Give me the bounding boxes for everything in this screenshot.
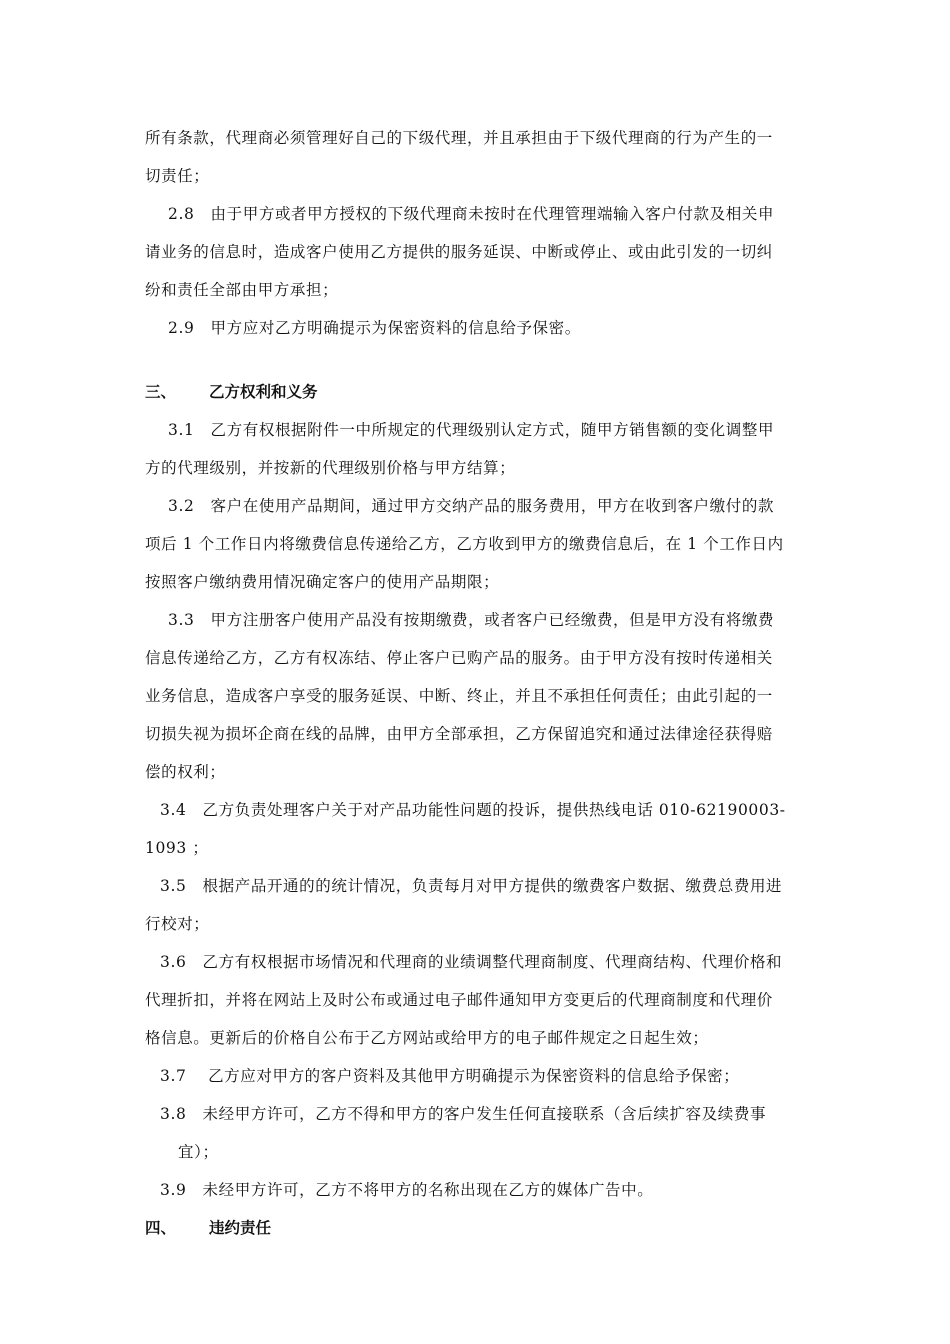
text-line: 方的代理级别，并按新的代理级别价格与甲方结算； (145, 459, 516, 477)
text-line: 3.7 乙方应对甲方的客户资料及其他甲方明确提示为保密资料的信息给予保密； (160, 1067, 740, 1085)
text-line: 2.9 甲方应对乙方明确提示为保密资料的信息给予保密。 (168, 319, 581, 337)
text-line: 3.4 乙方负责处理客户关于对产品功能性问题的投诉，提供热线电话 010-62190003- (160, 801, 786, 819)
text-line: 项后 1 个工作日内将缴费信息传递给乙方，乙方收到甲方的缴费信息后，在 1 个工作日内 (145, 535, 784, 553)
text-line: 按照客户缴纳费用情况确定客户的使用产品期限； (145, 573, 500, 591)
text-line: 宜）； (178, 1143, 219, 1161)
text-line: 信息传递给乙方，乙方有权冻结、停止客户已购产品的服务。由于甲方没有按时传递相关 (145, 649, 773, 667)
section-number: 四、 (145, 1219, 177, 1237)
section-heading-3 (145, 382, 318, 402)
text-line: 请业务的信息时，造成客户使用乙方提供的服务延误、中断或停止、或由此引发的一切纠 (145, 243, 773, 261)
text-line: 业务信息，造成客户享受的服务延误、中断、终止，并且不承担任何责任；由此引起的一 (145, 687, 773, 705)
text-line: 所有条款，代理商必须管理好自己的下级代理，并且承担由于下级代理商的行为产生的一 (145, 129, 773, 147)
text-line: 切责任； (145, 167, 210, 185)
section-title: 乙方权利和义务 (209, 383, 318, 401)
text-line: 偿的权利； (145, 763, 226, 781)
text-line: 1093 ； (145, 839, 209, 857)
text-line: 格信息。更新后的价格自公布于乙方网站或给甲方的电子邮件规定之日起生效； (145, 1029, 709, 1047)
text-line: 3.6 乙方有权根据市场情况和代理商的业绩调整代理商制度、代理商结构、代理价格和 (160, 953, 783, 971)
text-line: 切损失视为损坏企商在线的品牌，由甲方全部承担，乙方保留追究和通过法律途径获得赔 (145, 725, 773, 743)
text-line: 3.2 客户在使用产品期间，通过甲方交纳产品的服务费用，甲方在收到客户缴付的款 (168, 497, 775, 515)
text-line: 3.9 未经甲方许可，乙方不将甲方的名称出现在乙方的媒体广告中。 (160, 1181, 654, 1199)
text-line: 3.5 根据产品开通的的统计情况，负责每月对甲方提供的缴费客户数据、缴费总费用进 (160, 877, 783, 895)
text-line: 2.8 由于甲方或者甲方授权的下级代理商未按时在代理管理端输入客户付款及相关申 (168, 205, 775, 223)
text-line: 3.8 未经甲方许可，乙方不得和甲方的客户发生任何直接联系（含后续扩容及续费事 (160, 1105, 767, 1123)
text-line: 3.1 乙方有权根据附件一中所规定的代理级别认定方式，随甲方销售额的变化调整甲 (168, 421, 775, 439)
section-heading-4 (145, 1218, 271, 1238)
text-line: 3.3 甲方注册客户使用产品没有按期缴费，或者客户已经缴费，但是甲方没有将缴费 (168, 611, 775, 629)
section-title: 违约责任 (209, 1219, 272, 1237)
section-number: 三、 (145, 383, 177, 401)
text-line: 行校对； (145, 915, 210, 933)
text-line: 代理折扣，并将在网站上及时公布或通过电子邮件通知甲方变更后的代理商制度和代理价 (145, 991, 773, 1009)
text-line: 纷和责任全部由甲方承担； (145, 281, 339, 299)
